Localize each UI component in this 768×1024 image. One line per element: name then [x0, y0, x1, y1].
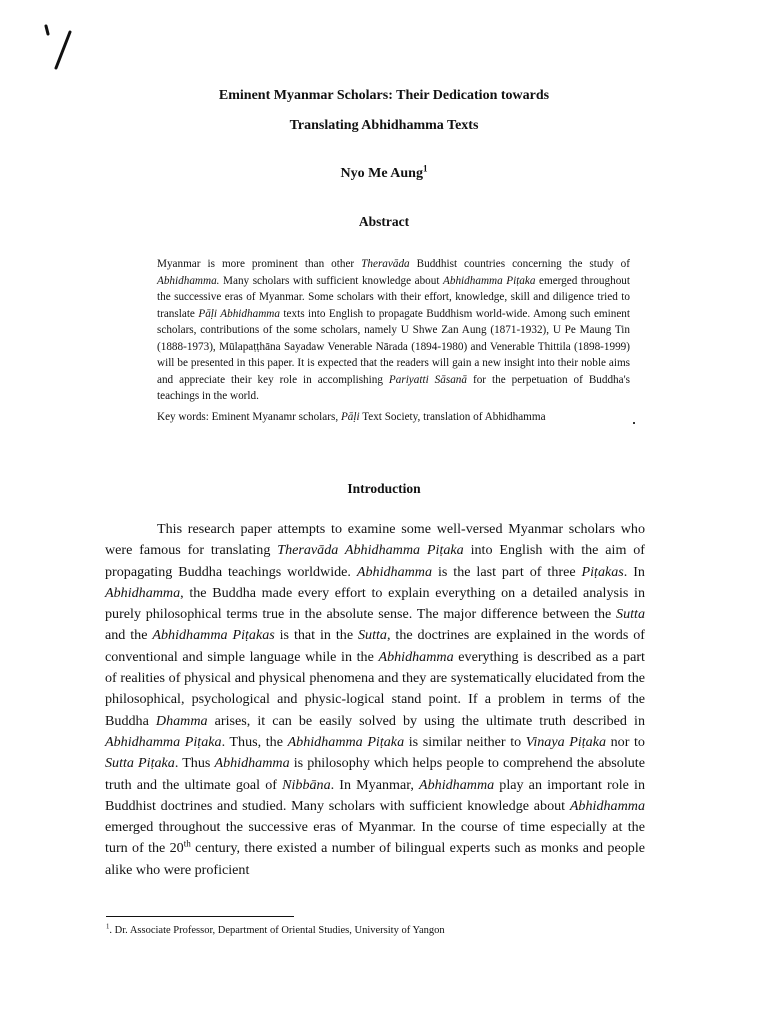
footnote-text: . Dr. Associate Professor, Department of Oriental Studies, University of Yangon	[109, 925, 445, 936]
italic-term: Abhidhamma Piṭaka	[443, 274, 536, 287]
italic-term: Abhidhamma Piṭaka	[105, 733, 222, 750]
italic-term: Abhidhamma	[356, 563, 433, 580]
abstract-heading: Abstract	[358, 214, 410, 229]
italic-term: Vinaya Piṭaka	[525, 733, 607, 750]
author-name: Nyo Me Aung	[340, 166, 423, 181]
italic-term: Sutta	[616, 606, 645, 623]
italic-term: Theravāda	[361, 258, 410, 270]
italic-term: Abhidhamma	[419, 776, 495, 793]
italic-term: Abhidhamma.	[157, 274, 220, 287]
italic-term: Abhidhamma Piṭakas	[152, 627, 275, 644]
keywords-line: Key words: Eminent Myanamr scholars, Pāḷi Text Society, translation of Abhidhamma	[157, 410, 546, 423]
italic-term: Abhidhamma	[378, 648, 454, 665]
italic-term: Abhidhamma Piṭaka	[287, 733, 405, 750]
handwritten-mark	[38, 22, 78, 76]
speck	[633, 422, 635, 424]
paper-title-line1: Eminent Myanmar Scholars: Their Dedication towards	[218, 88, 550, 103]
superscript: th	[183, 838, 191, 849]
introduction-paragraph: This research paper attempts to examine some well-versed Myanmar scholars who were famous for translating Theravāda Abhidhamma Piṭaka into English with the aim of propagating Buddha teachings worldwide. Abhidhamma is the last part of three Piṭakas. In Abhidhamma, the Buddha made every effort to explain everything on a detailed analysis in purely philosophical terms true in the absolute sense. The major difference between the Sutta and the Abhidhamma Piṭakas is that in the Sutta, the doctrines are explained in the words of conventional and simple language while in the Abhidhamma everything is described as a part of realities of physical and physical phenomena and they are systematically elucidated from the philosophical, psychological and physic-logical stand point. If a problem in terms of the Buddha Dhamma arises, it can be easily solved by using the ultimate truth described in Abhidhamma Piṭaka. Thus, the Abhidhamma Piṭaka is similar neither to Vinaya Piṭaka nor to Sutta Piṭaka. Thus Abhidhamma is philosophy which helps people to comprehend the absolute truth and the ultimate goal of Nibbāna. In Myanmar, Abhidhamma play an important role in Buddhist doctrines and studied. Many scholars with sufficient knowledge about Abhidhamma emerged throughout the successive eras of Myanmar. In the course of time especially at the turn of the 20th century, there existed a number of bilingual experts such as monks and people alike who were proficient	[105, 521, 646, 878]
italic-term: Abhidhamma	[569, 797, 645, 814]
paper-title-line2: Translating Abhidhamma Texts	[289, 118, 479, 133]
footnote-rule	[106, 916, 294, 917]
italic-term: Sutta Piṭaka	[105, 755, 175, 772]
introduction-body	[105, 519, 645, 881]
author-footnote-mark: 1	[422, 163, 428, 174]
italic-term: Sutta	[357, 627, 387, 644]
introduction-heading: Introduction	[347, 481, 421, 496]
italic-term: Theravāda Abhidhamma Piṭaka	[277, 542, 464, 559]
italic-term: Abhidhamma	[214, 755, 290, 772]
italic-term: Pariyatti Sāsanā	[388, 373, 467, 386]
italic-term: Dhamma	[155, 712, 208, 729]
italic-term: Pāḷi	[340, 410, 360, 423]
italic-term: Piṭakas	[581, 563, 624, 580]
italic-term: Nibbāna	[282, 776, 331, 793]
author-line	[0, 163, 768, 182]
footnote	[106, 925, 445, 936]
abstract-text: Myanmar is more prominent than other Theravāda Buddhist countries concerning the study of Abhidhamma. Many scholars with sufficient knowledge about Abhidhamma Piṭaka emerged throughout the successive eras of Myanmar. Some scholars with their effort, knowledge, skill and diligence tried to translate Pāḷi Abhidhamma texts into English to propagate Buddhism world-wide. Among such eminent scholars, contributions of the some scholars, namely U Shwe Zan Aung (1871-1932), U Pe Maung Tin (1888-1973), Mūlapaṭṭhāna Sayadaw Venerable Nārada (1894-1980) and Venerable Thittila (1898-1999) will be presented in this paper. It is expected that the readers will gain a new insight into their noble aims and appreciate their key role in accomplishing Pariyatti Sāsanā for the perpetuation of Buddha's teachings in the world.	[157, 258, 630, 402]
italic-term: Pāḷi Abhidhamma	[198, 307, 280, 320]
abstract-block	[157, 256, 630, 425]
italic-term: Abhidhamma	[105, 584, 181, 601]
footnote-mark: 1	[106, 923, 110, 931]
